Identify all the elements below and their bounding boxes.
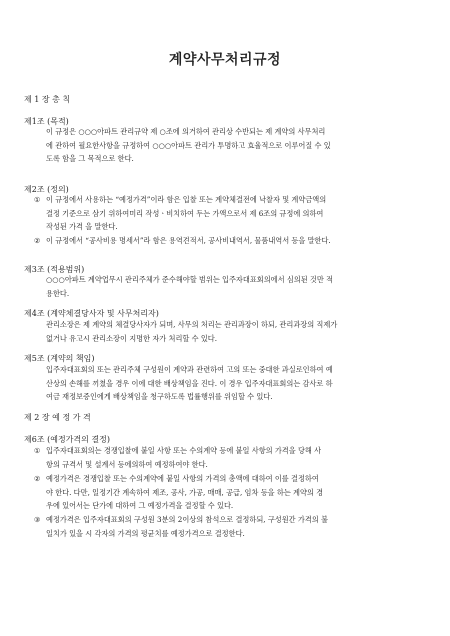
item-number: ② [34,236,41,245]
document-title: 계약사무처리규정 [168,52,282,68]
item-line: 예정가격은 입주자대표회의 구성원 3분의 2이상의 참석으로 결정하되, 구성원간 가격의 불 [46,515,328,524]
item-line: 이 규정에서 “공사비용 명세서”라 함은 용역견적서, 공사비내역서, 물품내역서 등을 말한다. [46,236,331,245]
article-5-line: 여금 재정보증인에게 배상책임을 청구하도록 법률행위를 위임할 수 있다. [46,392,273,401]
article-4-line: 관리소장은 제 계약의 체결당사자가 되며, 사무의 처리는 관리과장이 하되, 관리과장의 직제가 [46,320,338,329]
article-1-heading: 제1조 (목적) [24,117,69,126]
article-6-heading: 제6조 (예정가격의 결정) [24,435,110,444]
article-1-line: 도록 함을 그 목적으로 한다. [46,154,134,163]
item-text [46,444,321,471]
item-text [46,513,328,540]
item-line: 작성된 가격 을 말한다. [46,222,118,231]
item-number: ③ [34,515,41,524]
item-number: ② [34,474,41,483]
article-5-line: 입주자대표회의 또는 관리주체 구성원이 계약과 관련하여 고의 또는 중대한 과실로인하여 예 [46,365,333,374]
article-2-heading: 제2조 (정의) [24,185,69,194]
article-3-body [46,273,333,300]
article-3-line: ○○○아파트 계약업무시 관리주체가 준수해야할 범위는 입주자대표회의에서 심의된 것만 적 [46,275,334,284]
item-line: 예정가격은 경쟁입찰 또는 수의계약에 붙일 사항의 가격의 총액에 대하여 이를 결정하여 [46,474,319,483]
article-3-line: 용한다. [46,288,70,298]
item-number: ① [34,195,41,204]
article-5-line: 산상의 손해를 끼쳤을 경우 이에 대한 배상책임을 진다. 이 경우 입주자대표회의는 감사로 하 [46,378,333,388]
chapter-1-heading: 제 1 장 총 칙 [24,95,71,104]
item-number: ① [34,446,41,455]
item-text [46,234,331,248]
item-text [46,472,323,513]
article-5-heading: 제5조 (계약의 책임) [24,354,95,363]
article-1-body [46,125,331,166]
item-line: 우에 있어서는 단가에 대하여 그 예정가격을 결정할 수 있다. [46,501,234,510]
article-1-line: 이 규정은 ○○○아파트 관리규약 제 ○조에 의거하여 관리상 수반되는 제 계약의 사무처리 [46,127,326,136]
item-line: 이 규정에서 사용하는 “예정가격”이라 함은 입찰 또는 계약체결전에 낙찰자 및 계약금액의 [46,195,327,204]
item-line: 항의 규격서 및 설계서 등에의하여 예정하여야 한다. [46,459,208,469]
article-4-heading: 제4조 (계약체결당사자 및 사무처리자) [24,309,159,318]
article-1-line: 에 관하여 필요한사항을 규정하여 ○○○아파트 관리가 투명하고 효율적으로 이루어질 수 있 [46,140,331,150]
chapter-2-heading: 제 2 장 예 정 가 격 [24,413,91,422]
item-line: 입주자대표회의는 경쟁입찰에 붙일 사항 또는 수의계약 등에 붙일 사항의 가격을 당해 사 [46,446,322,455]
item-text [46,193,326,234]
article-4-line: 없거나 유고시 관리소장이 지명한 자가 처리할 수 있다. [46,333,218,343]
article-3-heading: 제3조 (적용범위) [24,265,85,274]
article-5-body [46,363,333,404]
item-line: 일치가 있을 시 각자의 가격의 평균치를 예정가격으로 결정한다. [46,528,245,538]
article-4-body [46,318,337,345]
item-line: 야 한다. 다만, 일정기간 계속하여 제조, 공사, 가공, 매매, 공급, 임차 등을 하는 계약의 경 [46,487,324,497]
item-line: 결정 기준으로 삼기 위하여미리 작성ㆍ비치하여 두는 가액으로서 제 6조의 규정에 의하여 [46,208,324,218]
